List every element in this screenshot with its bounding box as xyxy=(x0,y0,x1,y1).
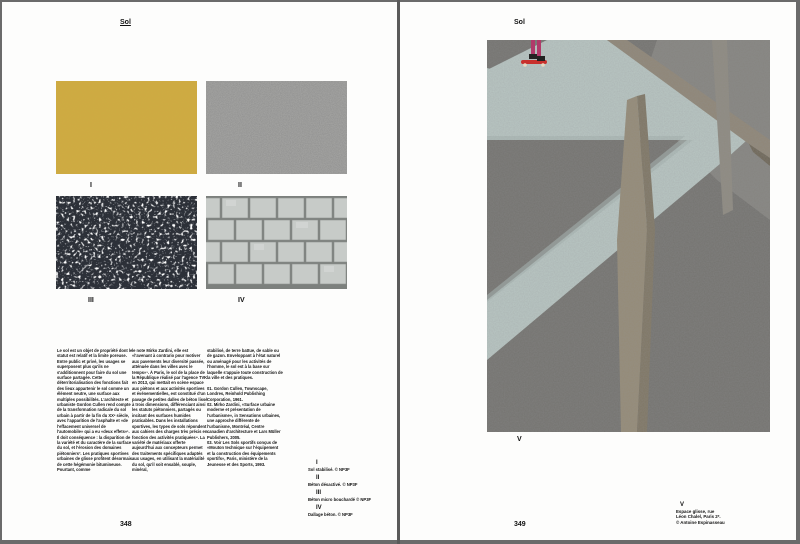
body-text-column-1: Le sol est un objet de propriété dont le statut est relatif et la limite poreuse. Entre public et privé, les usages se superposent plus qu'ils ne s'additionnent pour faire du sol une surface partagée. Cette déterritorialisation des fonctions fait des lieux appartenir le sol comme un élément neutre, une surface aux multiples possibilités. L'architecte et urbaniste Gordon Cullen rend compte de la transformation radicale du sol urbain à partir de la fin du XXᵉ siècle, avec l'apparition de l'asphalte et «de l'effacement universel de l'automobile» qui a eu «deux effets»¹. Il doit conséquence : la disparition de la variété et du caractère de la surface du sol, et l'érosion des domaines piétonniers². Les pratiques sportives urbaines de glisse profitent désormais de cette hégémonie bitumineuse. Pourtant, comme xyxy=(57,348,133,472)
caption-numeral: III xyxy=(316,490,322,496)
swatch-image-i xyxy=(56,81,197,174)
swatch-image-ii xyxy=(206,81,347,174)
left-page xyxy=(2,2,397,540)
caption-numeral: V xyxy=(680,502,685,508)
caption-numeral: IV xyxy=(316,505,322,511)
caption-line-1: Espace glisse, rue xyxy=(676,509,715,514)
caption-line-3: © Antoine Espinasseau xyxy=(676,519,725,525)
caption-text: Béton désactivé. © NP3F xyxy=(308,482,358,487)
caption-text: Dallage béton. © NP3F xyxy=(308,512,353,517)
photo-caption xyxy=(674,502,774,525)
caption-line-2: Léon Chalel, Paris 2ᵉ. xyxy=(676,514,721,520)
swatch-numeral-iii: III xyxy=(88,297,94,304)
caption-text: Sol stabilisé. © NP3F xyxy=(308,467,350,472)
swatch-numeral-ii: II xyxy=(238,182,242,189)
right-page xyxy=(400,2,796,540)
swatch-image-iii xyxy=(56,196,197,289)
photo-numeral: V xyxy=(517,436,522,443)
caption-ii xyxy=(306,475,386,487)
plaza-photo xyxy=(487,40,770,432)
caption-numeral: I xyxy=(316,460,318,466)
body-text-column-2: le note Mirko Zardini, elle est «l'avenant à contrario pour motiver aux pavements leur diversité passée, atténuée dans les villes avec le temps»³. À Paris, le sol de la place de la République réalisé par l'agence TVK en 2013, qui mettait en scène espace aux piétons et aux activités sportives et événementielles, est constitué d'un pavage de petites dalles de béton lissé à trois dimensions, différenciant ainsi les statuts piétonniers, partagés ou incitant des surfaces humides praticables. Dans les installations sportives, les types de sols répondent aux cahiers des charges très précis en fonction des activités pratiquées⁴. La variété de matériaux offerte aujourd'hui aux concepteurs permet des traitements spécifiques adaptés aux usages, en utilisant la matérialité du sol, qu'il soit ensablé, souple, minéral, xyxy=(132,348,208,472)
caption-numeral: II xyxy=(316,475,320,481)
caption-text: Béton micro bouchardé © NP3F xyxy=(308,497,372,502)
running-head: Sol xyxy=(120,19,131,26)
caption-i xyxy=(306,460,386,472)
body-text-column-3: stabilisé, de terre battue, de sable ou de gazon. Enveloppant à l'état naturel ou aménagé pour les activités de l'homme, le sol est à la base sur laquelle s'appuie toute construction de la ville et des pratiques. 01. Gordon Cullen, Townscape, Londres, Reinhold Publishing Corporation, 1961. 02. Mirko Zardini, «Surface urbaine moderne et présentation de l'urbanisme», in Sensations urbaines, une approche différente de l'urbanisme, Montréal, Centre canadien d'architecture et Lars Müller Publishers, 2005. 03. Voir Les Sols sportifs conçus de «Mouton technique sur l'équipement et la construction des équipements sportifs», Paris, ministère de la Jeunesse et des Sports, 1993. xyxy=(207,348,283,467)
caption-iv xyxy=(306,505,386,517)
caption-list xyxy=(306,460,386,520)
page-number: 349 xyxy=(514,521,526,528)
swatch-numeral-iv: IV xyxy=(238,297,245,304)
running-head: Sol xyxy=(514,19,525,26)
swatch-image-iv xyxy=(206,196,347,289)
page-number: 348 xyxy=(120,521,132,528)
caption-iii xyxy=(306,490,386,502)
swatch-numeral-i: I xyxy=(90,182,92,189)
